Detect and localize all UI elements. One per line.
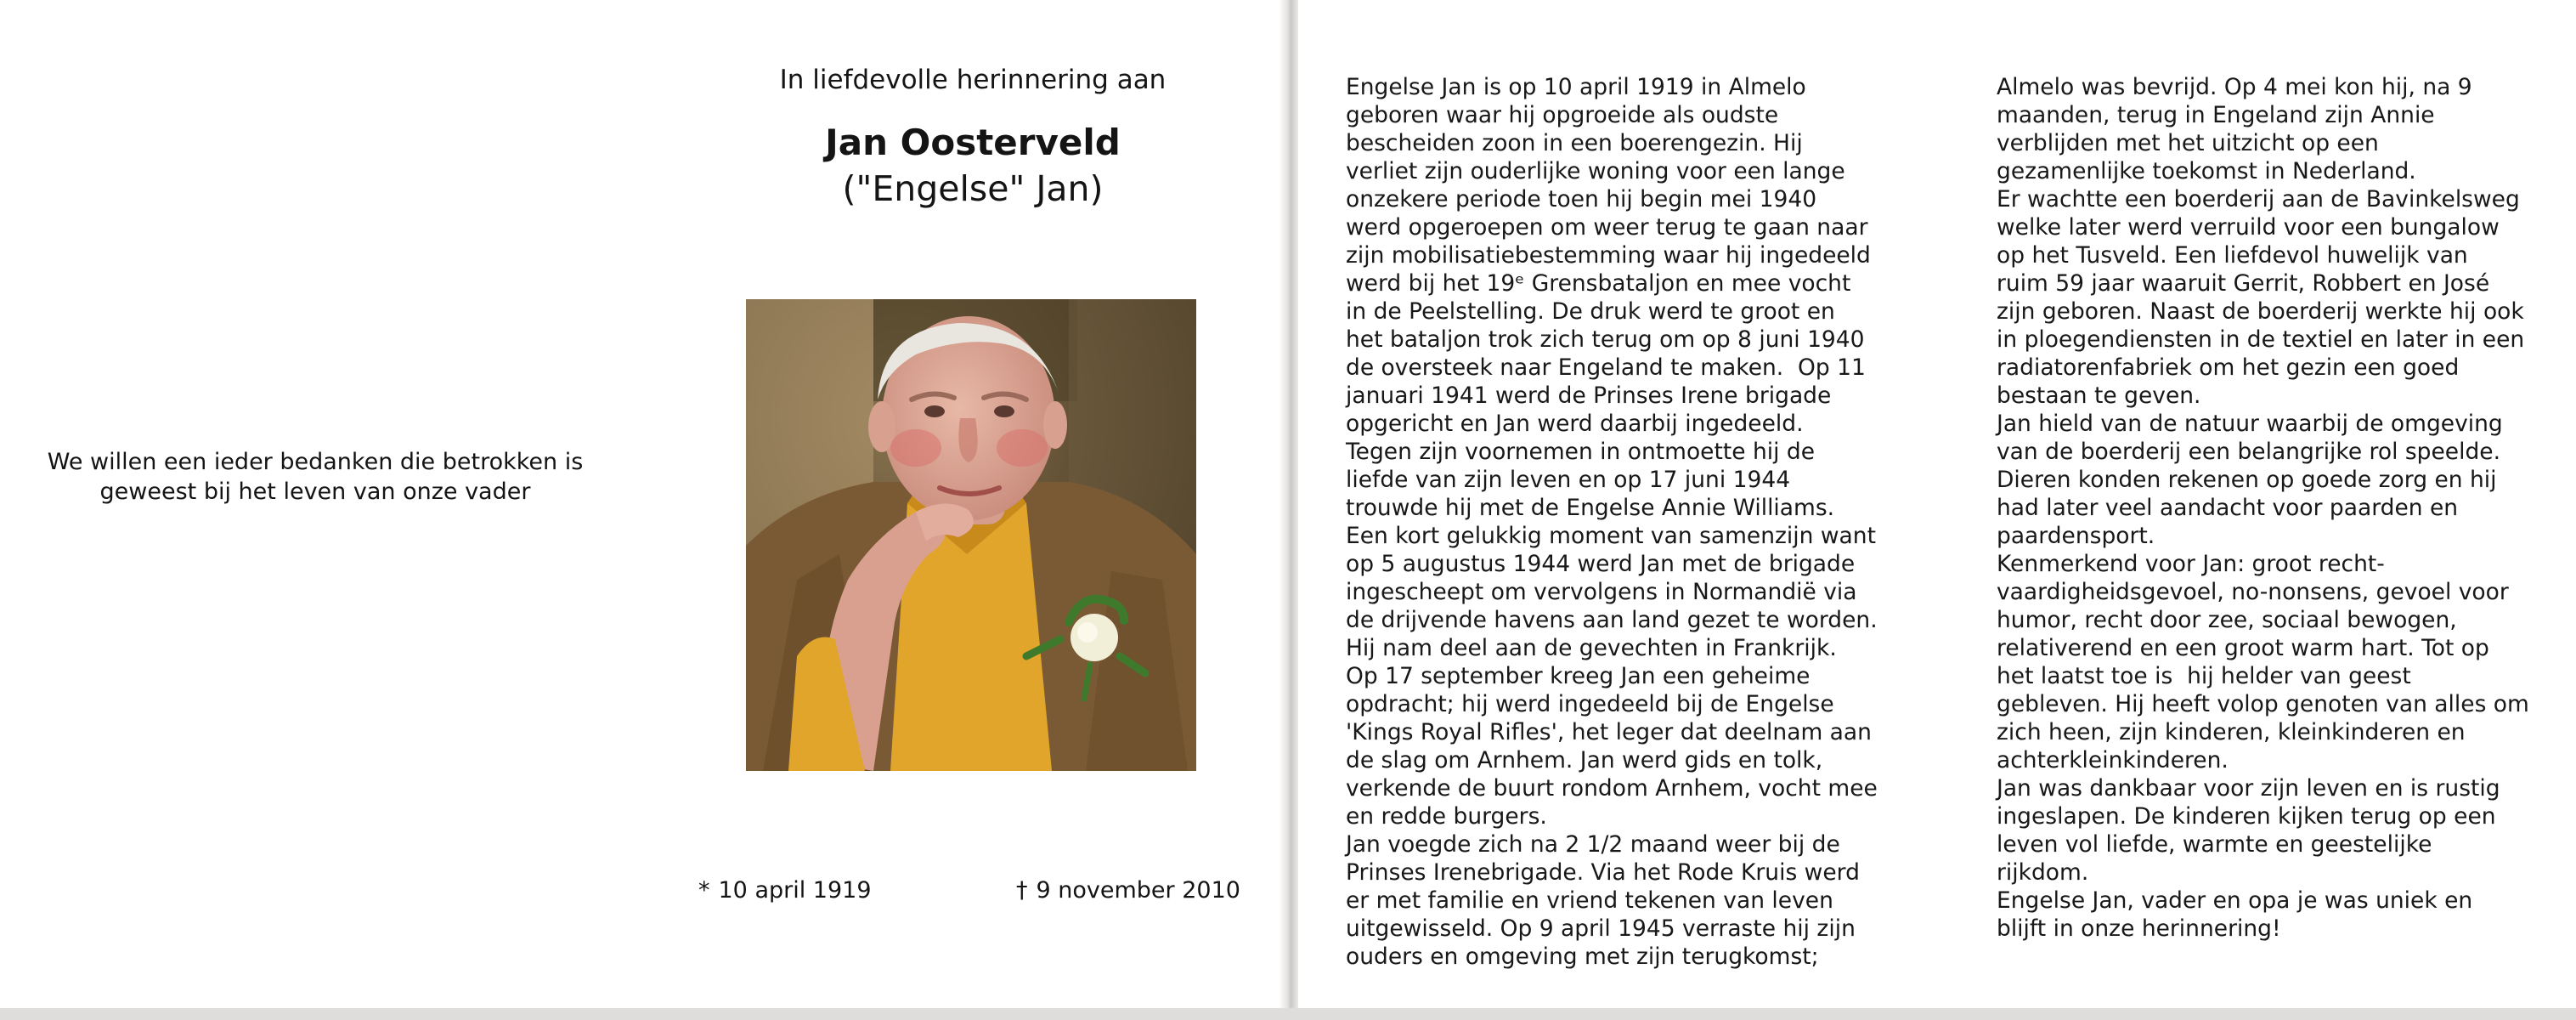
thank-you-message: We willen een ieder bedanken die betrokken is geweest bij het leven van onze vader (47, 449, 584, 505)
death-date (1016, 876, 1240, 905)
card-fold (1280, 0, 1298, 1020)
deceased-name: Jan Oosterveld (825, 122, 1121, 163)
memorial-intro: In liefdevolle herinnering aan (779, 65, 1167, 95)
portrait-photo (746, 299, 1196, 771)
death-date-value: 9 november 2010 (1036, 877, 1240, 904)
birth-date (698, 876, 872, 905)
cross-icon: † (1016, 877, 1028, 904)
deceased-nickname: ("Engelse" Jan) (842, 168, 1104, 209)
birth-date-value: 10 april 1919 (718, 877, 872, 904)
scan-bottom-edge (0, 1008, 2576, 1020)
memorial-card-left-page (0, 0, 1280, 1020)
biography-column-2: Almelo was bevrijd. Op 4 mei kon hij, na 9 maanden, terug in Engeland zijn Annie verblijden met het uitzicht op een gezamenlijke toekomst in Nederland. Er wachtte een boerderij aan de Bavinkelsweg welke later werd verruild voor een bungalow op het Tusveld. Een liefdevol huwelijk van ruim 59 jaar waaruit Gerrit, Robbert en José zijn geboren. Naast de boerderij werkte hij ook in ploegendiensten in de textiel en later in een radiatorenfabriek om het gezin een goed bestaan te geven. Jan hield van de natuur waarbij de omgeving van de boerderij een belangrijke rol speelde. Dieren konden rekenen op goede zorg en hij had later veel aandacht voor paarden en paardensport. Kenmerkend voor Jan: groot recht- vaardigheidsgevoel, no-nonsens, gevoel voor humor, recht door zee, sociaal bewogen, relativerend en een groot warm hart. Tot op het laatst toe is hij helder van geest gebleven. Hij heeft volop genoten van alles om zich heen, zijn kinderen, kleinkinderen en achterkleinkinderen. Jan was dankbaar voor zijn leven en is rustig ingeslapen. De kinderen kijken terug op een leven vol liefde, warmte en geestelijke rijkdom. Engelse Jan, vader en opa je was uniek en blijft in onze herinnering! (1997, 74, 2529, 942)
birth-symbol: * (698, 877, 710, 904)
biography-column-1: Engelse Jan is op 10 april 1919 in Almelo geboren waar hij opgroeide als oudste bescheiden zoon in een boerengezin. Hij verliet zijn ouderlijke woning voor een lange onzekere periode toen hij begin mei 1940 werd opgeroepen om weer terug te gaan naar zijn mobilisatiebestemming waar hij ingedeeld werd bij het 19ᵉ Grensbataljon en mee vocht in de Peelstelling. De druk werd te groot en het bataljon trok zich terug om op 8 juni 1940 de oversteek naar Engeland te maken. Op 11 januari 1941 werd de Prinses Irene brigade opgericht en Jan werd daarbij ingedeeld. Tegen zijn voornemen in ontmoette hij de liefde van zijn leven en op 17 juni 1944 trouwde hij met de Engelse Annie Williams. Een kort gelukkig moment van samenzijn want op 5 augustus 1944 werd Jan met de brigade ingescheept om vervolgens in Normandië via de drijvende havens aan land gezet te worden. Hij nam deel aan de gevechten in Frankrijk. Op 17 september kreeg Jan een geheime opdracht; hij werd ingedeeld bij de Engelse 'Kings Royal Rifles', het leger dat deelnam aan de slag om Arnhem. Jan werd gids en tolk, verkende de buurt rondom Arnhem, vocht mee en redde burgers. Jan voegde zich na 2 1/2 maand weer bij de Prinses Irenebrigade. Via het Rode Kruis werd er met familie en vriend tekenen van leven uitgewisseld. Op 9 april 1945 verraste hij zijn ouders en omgeving met zijn terugkomst; (1346, 74, 1878, 970)
portrait-illustration (746, 299, 1196, 771)
